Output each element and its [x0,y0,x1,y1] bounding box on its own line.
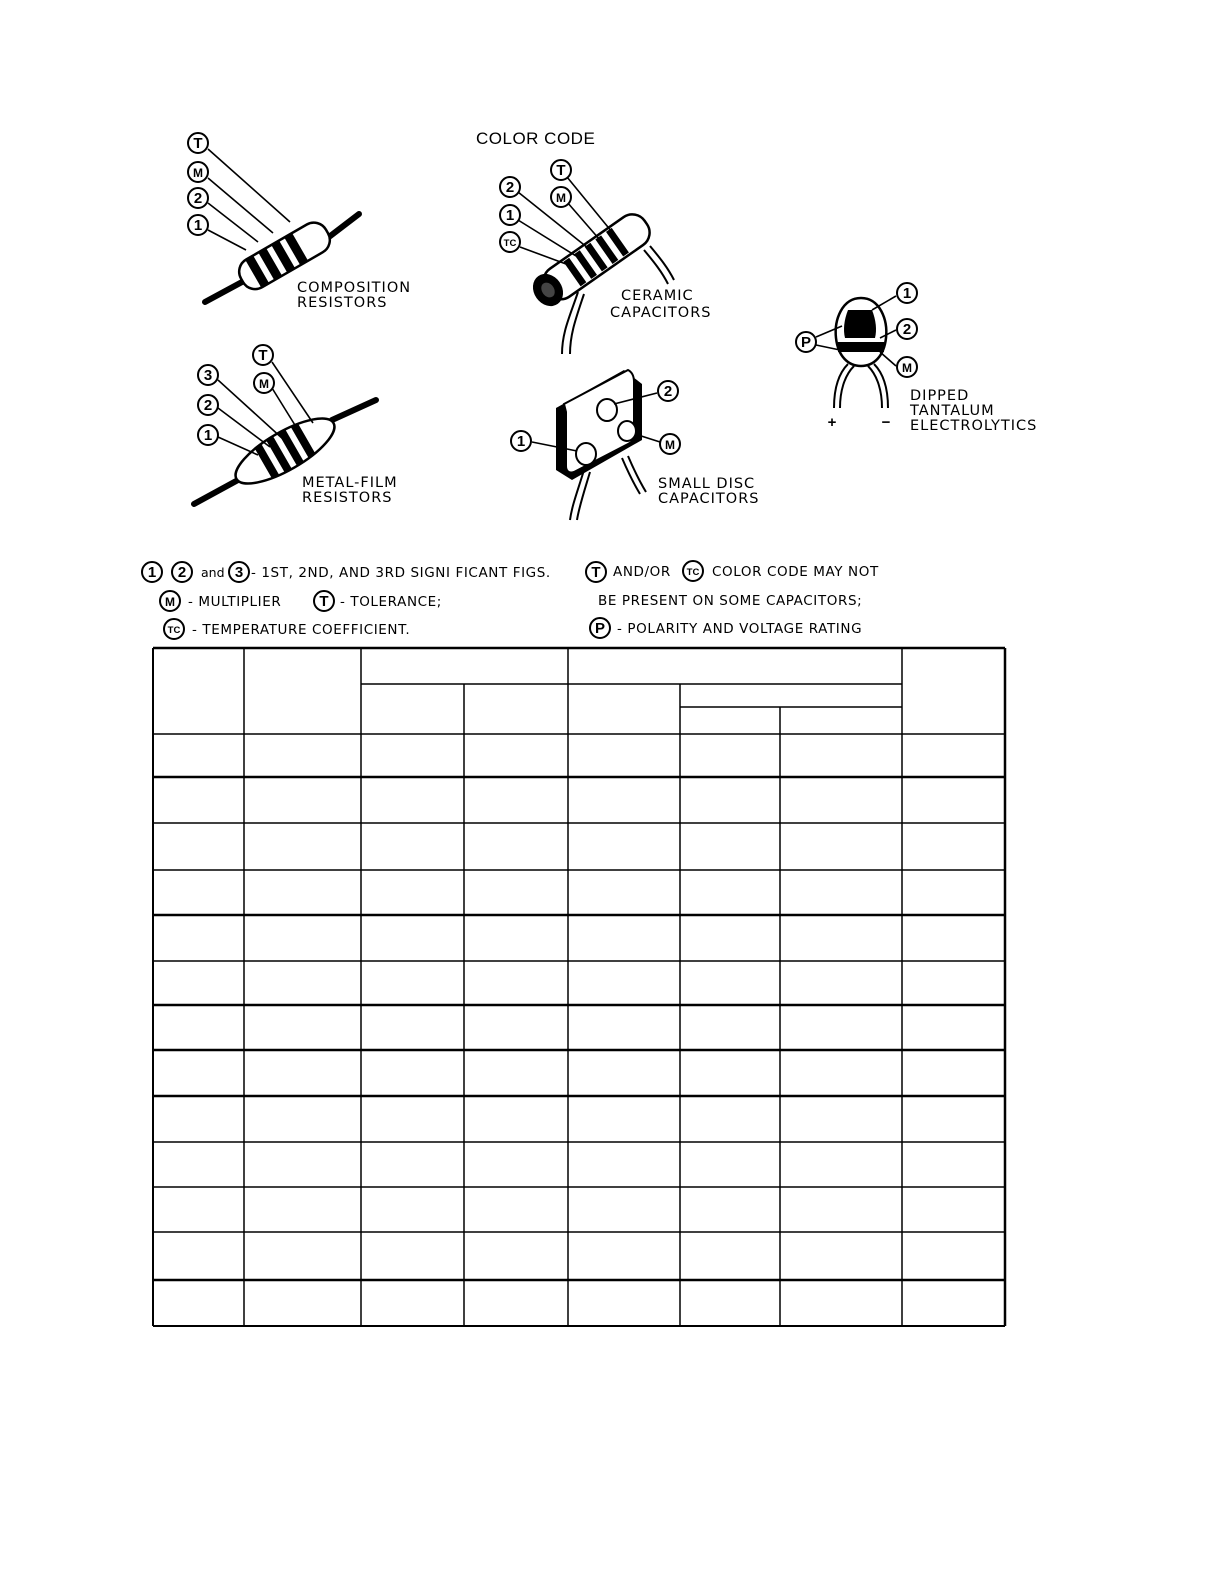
legend-callout-tc [164,619,184,639]
svg-text:1: 1 [203,427,213,444]
legend-multiplier: - MULTIPLIER [188,594,282,610]
disc-callout-1 [511,431,531,451]
tantalum-callout-2 [897,319,917,339]
svg-text:3: 3 [234,564,244,581]
metal-film-callout-m [254,373,274,393]
svg-text:1: 1 [516,433,526,450]
disc-callout-2 [658,381,678,401]
ceramic-capacitor [500,160,711,354]
composition-callout-m [188,162,208,182]
metal-film-label-2: RESISTORS [302,490,393,506]
composition-label-1: COMPOSITION [297,280,412,296]
legend-and: and [201,565,225,580]
ceramic-callout-t [551,160,571,180]
svg-text:M: M [556,191,566,205]
svg-text:1: 1 [902,285,912,302]
svg-text:T: T [591,564,601,581]
svg-text:2: 2 [663,383,673,400]
legend-callout-1 [142,562,162,582]
svg-text:P: P [800,334,812,351]
small-disc-capacitor [511,370,759,520]
metal-film-callout-3 [198,365,218,385]
svg-text:M: M [665,438,675,452]
composition-resistor [188,133,411,311]
legend-callout-t [314,591,334,611]
composition-callout-t [188,133,208,153]
ceramic-callout-m [551,187,571,207]
ceramic-label-1: CERAMIC [621,288,694,304]
composition-callout-1 [188,215,208,235]
composition-callout-2 [188,188,208,208]
svg-text:2: 2 [505,179,515,196]
legend-callout-m [160,591,180,611]
legend-present: BE PRESENT ON SOME CAPACITORS; [598,593,863,609]
metal-film-callout-2 [198,395,218,415]
svg-text:M: M [259,377,269,391]
svg-text:P: P [594,620,606,637]
svg-text:2: 2 [203,397,213,414]
legend-tolerance: - TOLERANCE; [340,594,442,610]
svg-text:T: T [319,593,329,610]
svg-text:M: M [165,595,175,609]
svg-text:TC: TC [503,238,517,249]
legend-polarity: - POLARITY AND VOLTAGE RATING [617,621,863,637]
svg-text:2: 2 [902,321,912,338]
legend-right-callout-tc [683,561,703,581]
legend-sig-figs: - 1ST, 2ND, AND 3RD SIGNI FICANT FIGS. [251,565,551,581]
tantalum-plus: + [827,414,837,431]
tantalum-callout-m [897,357,917,377]
dipped-tantalum [796,283,1037,434]
tantalum-label-3: ELECTROLYTICS [910,418,1038,434]
metal-film-callout-t [253,345,273,365]
svg-text:1: 1 [193,217,203,234]
legend-right-callout-t [586,562,606,582]
svg-text:M: M [902,361,912,375]
svg-text:2: 2 [193,190,203,207]
legend-tempco: - TEMPERATURE COEFFICIENT. [192,622,411,638]
figure-title: COLOR CODE [476,129,596,148]
svg-text:T: T [258,347,268,364]
disc-label-2: CAPACITORS [658,491,760,507]
composition-label-2: RESISTORS [297,295,388,311]
legend [142,561,879,639]
svg-text:TC: TC [686,567,700,578]
tantalum-callout-1 [897,283,917,303]
ceramic-callout-1 [500,205,520,225]
tantalum-minus: − [881,414,891,431]
metal-film-label-1: METAL-FILM [302,475,398,491]
legend-may-not: COLOR CODE MAY NOT [712,564,879,580]
svg-text:T: T [193,135,203,152]
legend-andor: AND/OR [613,564,671,580]
svg-text:1: 1 [147,564,157,581]
disc-callout-m [660,434,680,454]
legend-callout-2 [172,562,192,582]
svg-text:M: M [193,166,203,180]
metal-film-resistor [194,345,398,506]
tantalum-callout-p [796,332,816,352]
svg-text:TC: TC [167,625,181,636]
legend-callout-p [590,618,610,638]
ceramic-label-2: CAPACITORS [610,305,712,321]
ceramic-callout-2 [500,177,520,197]
disc-label-1: SMALL DISC [658,476,756,492]
svg-text:3: 3 [203,367,213,384]
legend-callout-3 [229,562,249,582]
metal-film-callout-1 [198,425,218,445]
ceramic-callout-tc [500,232,520,252]
tantalum-label-1: DIPPED [910,388,970,404]
color-code-table [153,648,1005,1326]
svg-text:T: T [556,162,566,179]
svg-text:2: 2 [177,564,187,581]
tantalum-label-2: TANTALUM [910,403,995,419]
svg-text:1: 1 [505,207,515,224]
